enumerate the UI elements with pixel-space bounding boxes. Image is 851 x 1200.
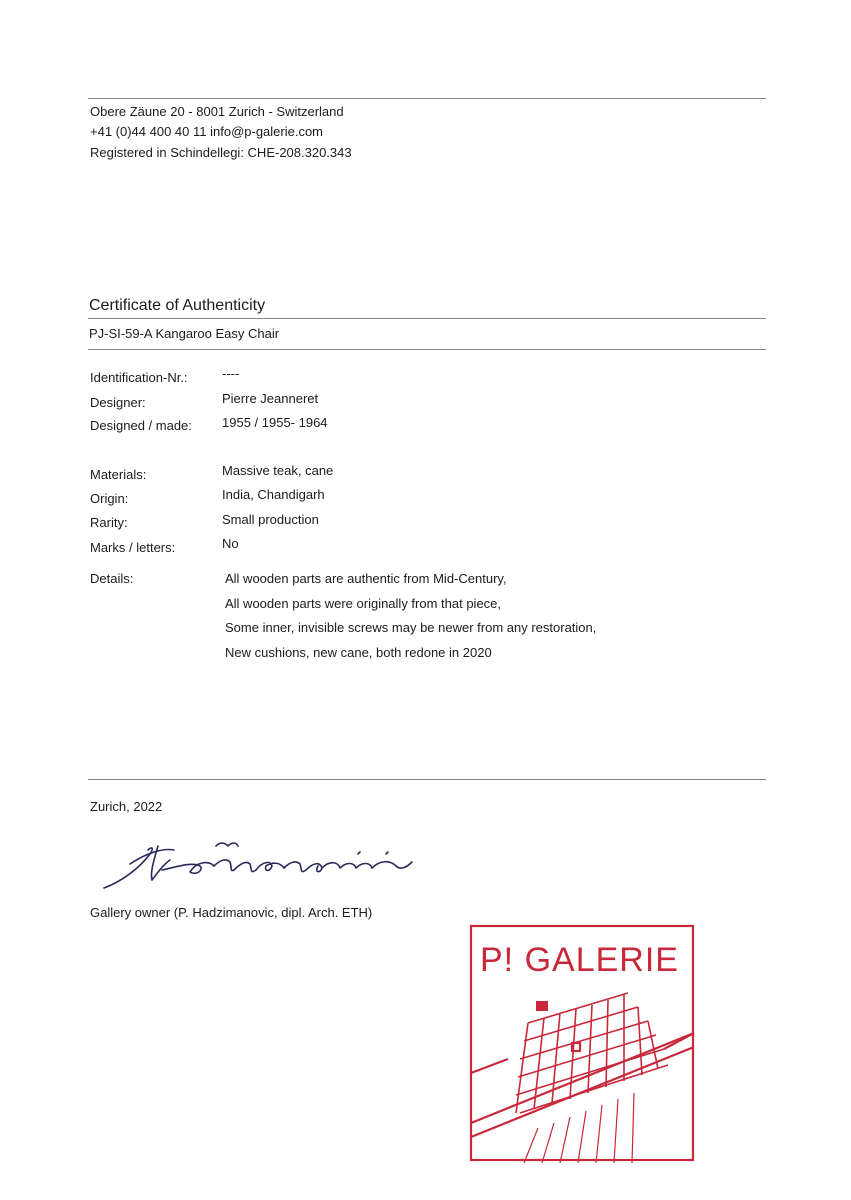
footer-rule xyxy=(88,779,766,780)
field-value-materials: Massive teak, cane xyxy=(222,463,334,478)
title-rule xyxy=(88,318,766,319)
svg-text:P! GALERIE: P! GALERIE xyxy=(480,941,679,979)
address-line: Obere Zäune 20 - 8001 Zurich - Switzerland xyxy=(90,104,344,119)
field-label-designer: Designer: xyxy=(90,395,146,410)
contact-line: +41 (0)44 400 40 11 info@p-galerie.com xyxy=(90,124,324,139)
page-title: Certificate of Authenticity xyxy=(89,297,266,314)
details-line: Some inner, invisible screws may be newer from any restoration, xyxy=(225,620,597,635)
field-value-origin: India, Chandigarh xyxy=(222,487,325,502)
field-label-materials: Materials: xyxy=(90,467,147,482)
item-title: PJ-SI-59-A Kangaroo Easy Chair xyxy=(89,326,280,341)
field-value-rarity: Small production xyxy=(222,512,319,527)
field-value-identification: ---- xyxy=(222,366,240,381)
subtitle-rule xyxy=(88,349,766,350)
signatory-line: Gallery owner (P. Hadzimanovic, dipl. Arch. ETH) xyxy=(90,905,373,920)
field-label-origin: Origin: xyxy=(90,491,129,506)
field-label-rarity: Rarity: xyxy=(90,515,128,530)
details-line: All wooden parts are authentic from Mid-Century, xyxy=(225,571,507,586)
field-value-designer: Pierre Jeanneret xyxy=(222,391,319,406)
field-label-identification: Identification-Nr.: xyxy=(90,370,188,385)
field-value-marks: No xyxy=(222,536,239,551)
signature xyxy=(100,832,420,894)
field-label-marks: Marks / letters: xyxy=(90,540,176,555)
field-label-designed-made: Designed / made: xyxy=(90,418,192,433)
gallery-stamp xyxy=(468,923,698,1168)
registration-line: Registered in Schindellegi: CHE-208.320.343 xyxy=(90,145,352,160)
details-line: All wooden parts were originally from that piece, xyxy=(225,596,502,611)
place-date: Zurich, 2022 xyxy=(90,799,163,814)
details-label: Details: xyxy=(90,571,134,586)
field-value-designed-made: 1955 / 1955- 1964 xyxy=(222,415,328,430)
details-line: New cushions, new cane, both redone in 2020 xyxy=(225,645,492,660)
header-rule xyxy=(88,98,766,99)
